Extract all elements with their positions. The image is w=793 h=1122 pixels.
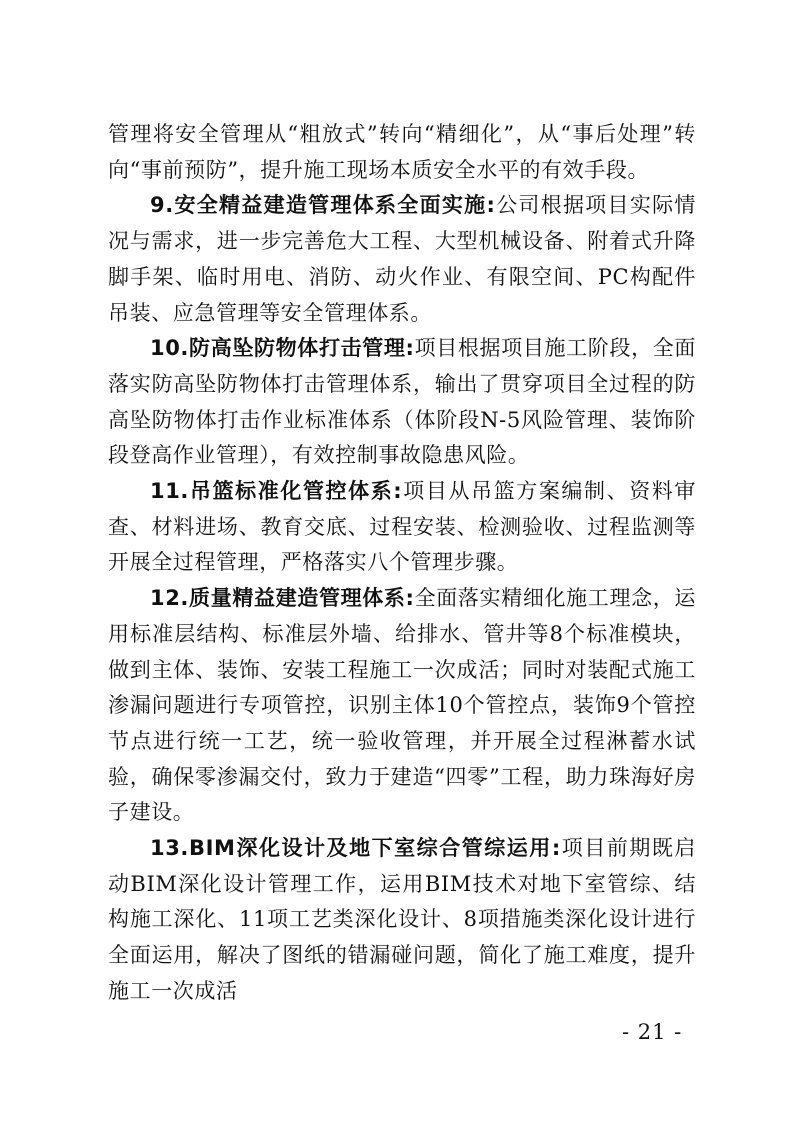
- paragraph-fall-protection: [108, 331, 696, 474]
- paragraph-bim-design: [108, 831, 696, 1010]
- paragraph-quality-lean-system: [108, 581, 696, 831]
- paragraph-gondola-control: [108, 474, 696, 581]
- paragraph-heading: 9.安全精益建造管理体系全面实施:: [150, 193, 496, 218]
- paragraph-text: 全面落实精细化施工理念，运用标准层结构、标准层外墙、给排水、管井等8个标准模块，做到主体、装饰、安装工程施工一次成活；同时对装配式施工渗漏问题进行专项管控，识别主体10个管控点，装饰9个管控节点进行统一工艺，统一验收管理，并开展全过程淋蓄水试验，确保零渗漏交付，致力于建造“四零”工程，助力珠海好房子建设。: [108, 586, 696, 825]
- paragraph-heading: 11.吊篮标准化管控体系:: [150, 479, 403, 504]
- page-number: - 21 -: [622, 1020, 683, 1044]
- paragraph-safety-lean-system: [108, 188, 696, 331]
- paragraph-text: 管理将安全管理从“粗放式”转向“精细化”，从“事后处理”转向“事前预防”，提升施工现场本质安全水平的有效手段。: [108, 122, 696, 182]
- paragraph-continuation: [108, 117, 696, 188]
- paragraph-text: 公司根据项目实际情况与需求，进一步完善危大工程、大型机械设备、附着式升降脚手架、临时用电、消防、动火作业、有限空间、PC构配件吊装、应急管理等安全管理体系。: [108, 193, 697, 325]
- paragraph-text: 项目从吊篮方案编制、资料审查、材料进场、教育交底、过程安装、检测验收、过程监测等开展全过程管理，严格落实八个管理步骤。: [108, 479, 696, 575]
- paragraph-text: 项目根据项目施工阶段，全面落实防高坠防物体打击管理体系，输出了贯穿项目全过程的防高坠防物体打击作业标准体系（体阶段N-5风险管理、装饰阶段登高作业管理），有效控制事故隐患风险。: [108, 336, 696, 468]
- document-body: [108, 117, 696, 1010]
- paragraph-heading: 10.防高坠防物体打击管理:: [150, 336, 415, 361]
- paragraph-text: 项目前期既启动BIM深化设计管理工作，运用BIM技术对地下室管综、结构施工深化、11项工艺类深化设计、8项措施类深化设计进行全面运用，解决了图纸的错漏碰问题，简化了施工难度，提升施工一次成活: [108, 836, 696, 1003]
- paragraph-heading: 12.质量精益建造管理体系:: [150, 586, 415, 611]
- paragraph-heading: 13.BIM深化设计及地下室综合管综运用:: [150, 836, 561, 861]
